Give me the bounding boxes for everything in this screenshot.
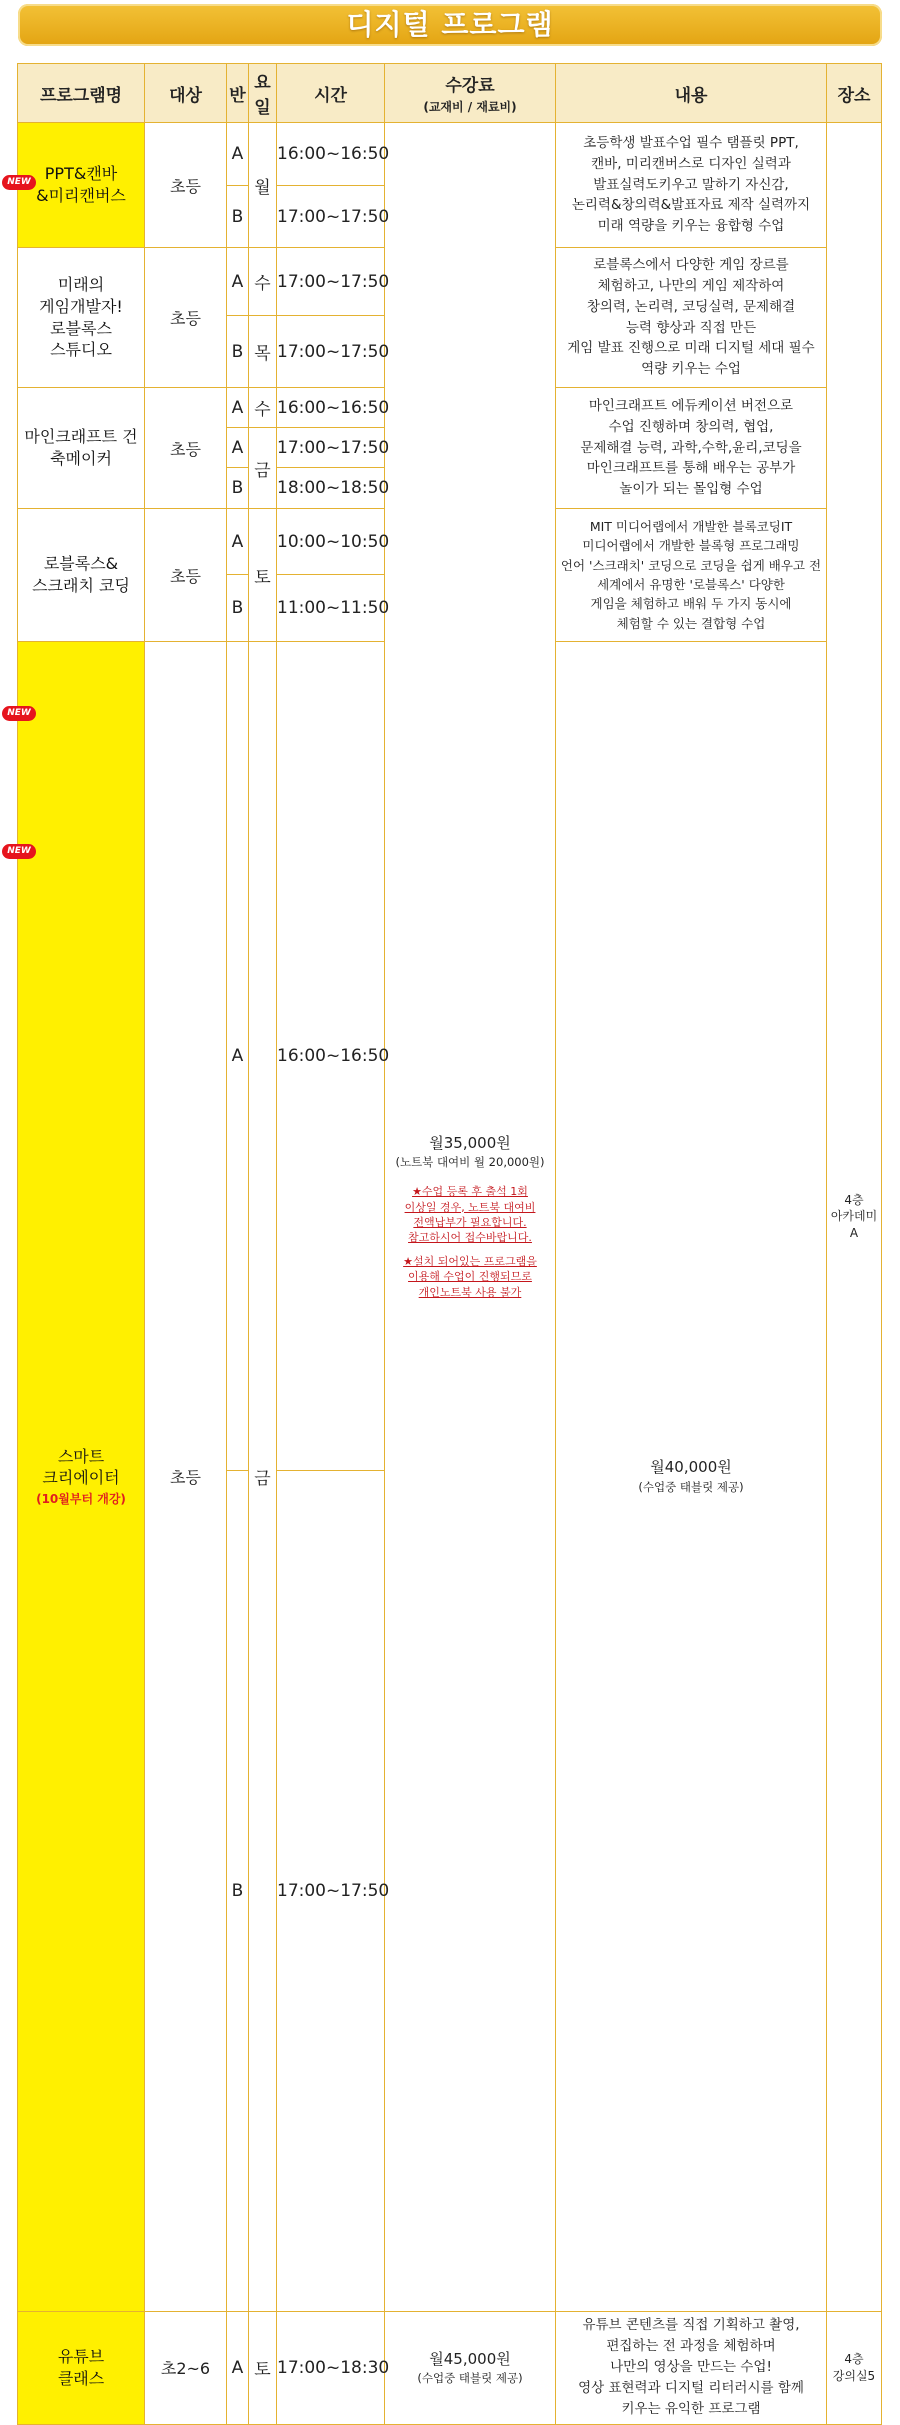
desc-line: 나만의 영상을 만드는 수업! [610, 2359, 772, 2376]
fee-note-line: 이상일 경우, 노트북 대여비 [404, 1200, 536, 1214]
place-cell [827, 2311, 882, 2424]
program-name-line: 로블록스& [43, 554, 119, 574]
program-table [17, 63, 882, 2425]
place-room: 아카데미A [830, 1209, 878, 1241]
class-cell: B [227, 186, 249, 248]
program-name-roblox-studio [18, 248, 145, 388]
fee-price: 월40,000원 [650, 1458, 732, 1477]
day-cell: 수 [249, 388, 277, 428]
place-cell [827, 123, 882, 2312]
table-row [18, 123, 882, 186]
desc-line: 역량 키우는 수업 [641, 361, 741, 378]
desc-line: 언어 '스크래치' 코딩으로 코딩을 쉽게 배우고 전 [560, 557, 822, 573]
place-floor: 4층 [844, 1192, 864, 1207]
desc-line: 캔바, 미리캔버스로 디자인 실력과 [591, 155, 791, 172]
program-name-line: PPT&캔바 [44, 164, 118, 184]
desc-line: 초등학생 발표수업 필수 탬플릿 PPT, [583, 134, 799, 151]
fee-note-line: 참고하시어 접수바랍니다. [408, 1231, 532, 1245]
time-cell: 16:00~16:50 [277, 123, 385, 186]
desc-line: 마인크래프트 에듀케이션 버전으로 [588, 397, 794, 414]
day-cell: 목 [249, 316, 277, 388]
class-cell: B [227, 316, 249, 388]
program-name-line: 유튜브 [57, 2347, 105, 2367]
fee-price: 월45,000원 [429, 2349, 511, 2368]
target-cell: 초등 [145, 642, 227, 2312]
fee-cell-youtube [385, 2311, 556, 2424]
time-cell: 18:00~18:50 [277, 468, 385, 509]
program-name-minecraft [18, 388, 145, 509]
target-cell: 초등 [145, 509, 227, 642]
desc-line: 발표실력도키우고 말하기 자신감, [593, 176, 789, 193]
page-title: 디지털 프로그램 [346, 8, 554, 41]
day-cell: 수 [249, 248, 277, 316]
target-cell: 초등 [145, 388, 227, 509]
program-name-smart-creator [18, 642, 145, 2312]
desc-line: 논리력&창의력&발표자료 제작 실력까지 [571, 197, 811, 214]
class-cell: B [227, 1471, 249, 2312]
desc-line: 체험하고, 나만의 게임 제작하여 [597, 277, 785, 294]
fee-note-line: ★수업 등록 후 출석 1회 [412, 1185, 528, 1199]
desc-line: MIT 미디어랩에서 개발한 블록코딩IT [589, 518, 793, 534]
program-name-line: 스마트 [57, 1446, 105, 1466]
time-cell: 11:00~11:50 [277, 575, 385, 642]
desc-line: 영상 표현력과 디지털 리터러시를 함께 [578, 2380, 804, 2397]
target-cell: 초등 [145, 123, 227, 248]
desc-line: 마인크래프트를 통해 배우는 공부가 [586, 460, 796, 477]
header-class: 반 [227, 64, 249, 123]
desc-line: 창의력, 논리력, 코딩실력, 문제해결 [586, 298, 796, 315]
time-cell: 17:00~17:50 [277, 428, 385, 468]
time-cell: 17:00~17:50 [277, 1471, 385, 2312]
program-name-line: &미리캔버스 [36, 186, 126, 205]
title-banner [18, 4, 882, 46]
desc-line: 문제해결 능력, 과학,수학,윤리,코딩을 [580, 439, 802, 456]
fee-cell-digital [385, 123, 556, 2312]
desc-line: 체험할 수 있는 결합형 수업 [616, 615, 766, 631]
time-cell: 17:00~17:50 [277, 316, 385, 388]
fee-note-line: 이용해 수업이 진행되므로 [408, 1270, 532, 1284]
header-time: 시간 [277, 64, 385, 123]
header-row [18, 64, 882, 123]
new-badge: NEW [2, 706, 36, 721]
description-cell [556, 248, 827, 388]
new-badge: NEW [2, 844, 36, 859]
desc-line: 편집하는 전 과정을 체험하며 [606, 2338, 776, 2355]
header-content: 내용 [556, 64, 827, 123]
program-name-youtube [18, 2311, 145, 2424]
target-cell: 초등 [145, 248, 227, 388]
time-cell: 16:00~16:50 [277, 642, 385, 1471]
program-name-ppt [18, 123, 145, 248]
program-name-line: 미래의 [57, 275, 105, 295]
desc-line: 놀이가 되는 몰입형 수업 [619, 481, 763, 498]
class-cell: A [227, 428, 249, 468]
description-cell [556, 2311, 827, 2424]
class-cell: A [227, 388, 249, 428]
class-cell: A [227, 248, 249, 316]
program-name-line: 크리에이터 [42, 1468, 120, 1488]
header-day: 요일 [249, 64, 277, 123]
opening-note: (10월부터 개강) [36, 1491, 126, 1506]
desc-line: 게임을 체험하고 배워 두 가지 동시에 [590, 596, 792, 612]
place-room: 강의실5 [832, 2368, 876, 2383]
program-name-line: 게임개발자! [39, 296, 123, 316]
fee-cell-creator [556, 642, 827, 2312]
time-cell: 10:00~10:50 [277, 509, 385, 575]
description-cell [556, 388, 827, 509]
program-name-line: 로블록스 [50, 318, 112, 338]
fee-notes [385, 1184, 555, 1300]
day-cell: 토 [249, 2311, 277, 2424]
desc-line: 능력 향상과 직접 만든 [625, 319, 757, 336]
desc-line: 미디어랩에서 개발한 블록형 프로그래밍 [582, 538, 800, 554]
fee-sub: (노트북 대여비 월 20,000원) [395, 1155, 545, 1170]
time-cell: 16:00~16:50 [277, 388, 385, 428]
class-cell: B [227, 575, 249, 642]
target-cell: 초2~6 [145, 2311, 227, 2424]
class-cell: A [227, 123, 249, 186]
table-row [18, 2311, 882, 2424]
header-target: 대상 [145, 64, 227, 123]
desc-line: 로블록스에서 다양한 게임 장르를 [593, 256, 789, 273]
header-place: 장소 [827, 64, 882, 123]
program-name-roblox-scratch [18, 509, 145, 642]
header-program: 프로그램명 [18, 64, 145, 123]
time-cell: 17:00~17:50 [277, 186, 385, 248]
class-cell: A [227, 642, 249, 1471]
description-cell [556, 509, 827, 642]
time-cell: 17:00~18:30 [277, 2311, 385, 2424]
fee-note-line: 개인노트북 사용 불가 [418, 1285, 522, 1299]
class-cell: A [227, 509, 249, 575]
time-cell: 17:00~17:50 [277, 248, 385, 316]
desc-line: 수업 진행하며 창의력, 협업, [608, 418, 774, 435]
place-floor: 4층 [844, 2351, 864, 2366]
fee-sub: (수업중 태블릿 제공) [417, 2371, 523, 2386]
new-badge: NEW [2, 175, 36, 190]
program-name-line: 스튜디오 [50, 340, 112, 360]
fee-note-line: 전액납부가 필요합니다. [413, 1216, 527, 1229]
header-fee [385, 64, 556, 123]
header-fee-label: 수강료 [445, 76, 495, 96]
desc-line: 미래 역량을 키우는 융합형 수업 [597, 218, 785, 235]
class-cell: B [227, 468, 249, 509]
class-cell: A [227, 2311, 249, 2424]
day-cell: 월 [249, 123, 277, 248]
program-name-line: 스크래치 코딩 [32, 576, 130, 595]
desc-line: 유튜브 콘텐츠를 직접 기획하고 촬영, [582, 2317, 800, 2334]
desc-line: 세계에서 유명한 '로블록스' 다양한 [597, 577, 785, 592]
day-cell: 토 [249, 509, 277, 642]
header-fee-sub: (교재비 / 재료비) [423, 100, 517, 114]
description-cell [556, 123, 827, 248]
program-name-line: 마인크래프트 건 [24, 427, 138, 447]
program-name-line: 클래스 [57, 2368, 105, 2388]
desc-line: 게임 발표 진행으로 미래 디지털 세대 필수 [567, 340, 815, 357]
desc-line: 키우는 유익한 프로그램 [621, 2401, 761, 2418]
fee-sub: (수업중 태블릿 제공) [638, 1479, 744, 1494]
fee-price: 월35,000원 [429, 1133, 511, 1152]
day-cell: 금 [249, 428, 277, 509]
program-name-line: 축메이커 [50, 449, 112, 468]
day-cell: 금 [249, 642, 277, 2312]
fee-note-line: ★설치 되어있는 프로그램을 [403, 1254, 537, 1268]
